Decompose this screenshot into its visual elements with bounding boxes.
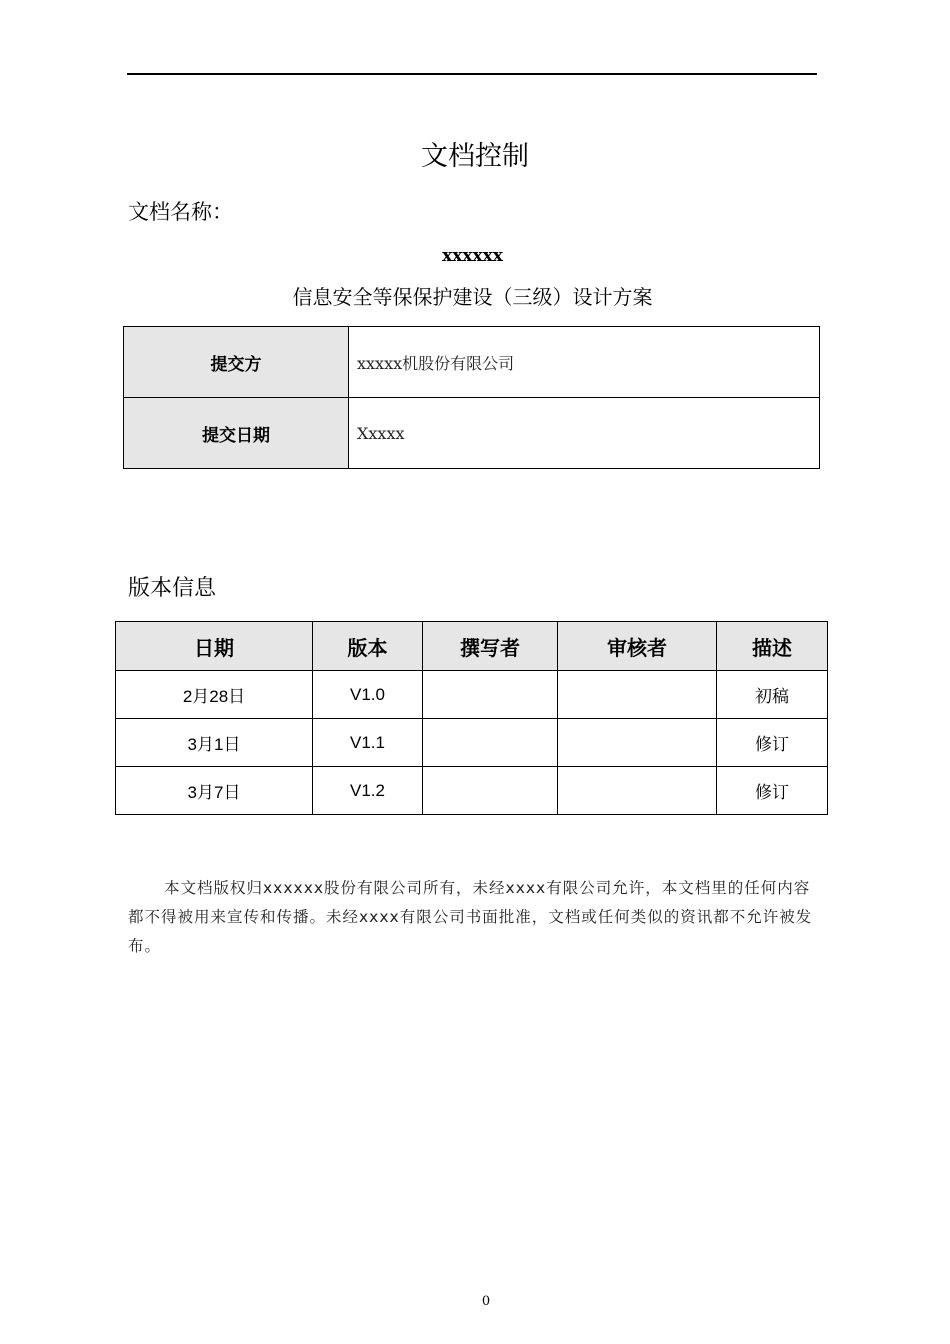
- cell-version: V1.2: [313, 767, 423, 815]
- col-header-version: 版本: [313, 622, 423, 671]
- col-header-date: 日期: [116, 622, 313, 671]
- col-header-description: 描述: [717, 622, 828, 671]
- cell-description: 初稿: [717, 671, 828, 719]
- doc-name-line2: 信息安全等保保护建设（三级）设计方案: [292, 285, 653, 309]
- cell-author: [423, 719, 558, 767]
- doc-name-line1: xxxxxx: [442, 246, 503, 266]
- cell-date: 3月1日: [116, 719, 313, 767]
- version-table: [115, 621, 828, 815]
- table-row: [124, 398, 820, 469]
- cell-date: 2月28日: [116, 671, 313, 719]
- submit-info-table: [123, 326, 820, 469]
- cell-version: V1.1: [313, 719, 423, 767]
- header-rule: [127, 73, 817, 75]
- table-row: [116, 719, 828, 767]
- col-header-author: 撰写者: [423, 622, 558, 671]
- cell-reviewer: [558, 719, 717, 767]
- submitter-label: 提交方: [124, 327, 349, 398]
- page-number: 0: [481, 1294, 491, 1309]
- cell-reviewer: [558, 767, 717, 815]
- cell-author: [423, 671, 558, 719]
- cell-version: V1.0: [313, 671, 423, 719]
- table-row: [116, 767, 828, 815]
- table-row: [124, 327, 820, 398]
- cell-author: [423, 767, 558, 815]
- submitter-value: xxxxx机股份有限公司: [349, 327, 820, 398]
- version-info-heading: 版本信息: [128, 576, 217, 601]
- cell-description: 修订: [717, 719, 828, 767]
- cell-description: 修订: [717, 767, 828, 815]
- cell-reviewer: [558, 671, 717, 719]
- copyright-notice: 本文档版权归xxxxxx股份有限公司所有，未经xxxx有限公司允许，本文档里的任何内容都不得被用来宣传和传播。未经xxxx有限公司书面批准，文档或任何类似的资讯都不允许被发布。: [128, 879, 813, 955]
- submit-date-value: Xxxxx: [349, 398, 820, 469]
- col-header-reviewer: 审核者: [558, 622, 717, 671]
- table-row: [116, 671, 828, 719]
- submit-date-label: 提交日期: [124, 398, 349, 469]
- page-title: 文档控制: [421, 141, 529, 172]
- cell-date: 3月7日: [116, 767, 313, 815]
- doc-name-label: 文档名称：: [128, 200, 233, 224]
- table-header-row: [116, 622, 828, 671]
